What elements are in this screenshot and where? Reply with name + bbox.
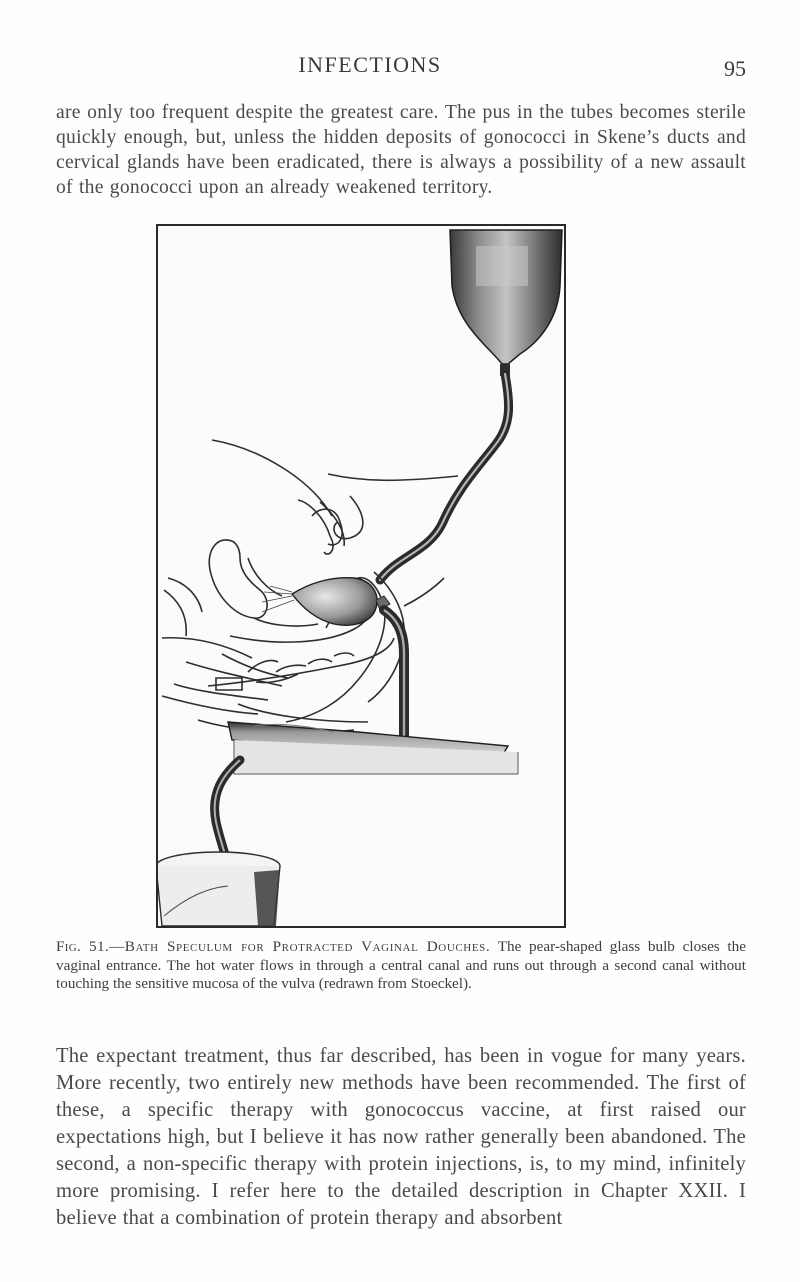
page-number: 95: [724, 56, 746, 81]
running-head: INFECTIONS: [298, 52, 442, 77]
collecting-bucket: [158, 852, 280, 926]
figure-title: —Bath Speculum for Protracted Vaginal Douches.: [108, 938, 491, 955]
speculum-tray: [228, 722, 518, 774]
figure-label: Fig. 51.: [56, 938, 109, 955]
figure-caption-text: The pear-shaped glass bulb closes the vaginal entrance. The hot water flows in through a central canal and runs out through a second canal without touching the sensitive mucosa of the vulva (redrawn from Stoeckel).: [56, 938, 746, 993]
glass-bulb: [262, 578, 390, 626]
figure-illustration: [156, 224, 566, 928]
irrigator-flask: [450, 230, 562, 376]
figure-caption: [56, 938, 746, 994]
paragraph-top: are only too frequent despite the greatest care. The pus in the tubes becomes sterile quickly enough, but, unless the hidden deposits of gonococci in Skene’s ducts and cervical glands have been eradicated, there is always a possibility of a new assault of the gonococci upon an already weakened territory.: [56, 102, 746, 198]
paragraph-bottom: The expectant treatment, thus far described, has been in vogue for many years. More recently, two entirely new methods have been recommended. The first of these, a specific therapy with gonococcus vaccine, at first raised our expectations high, but I believe it has now rather generally been abandoned. The second, a non-specific therapy with protein injections, is, to my mind, infinitely more promising. I refer here to the detailed description in Chapter XXII. I believe that a combination of protein therapy and absorbent: [56, 1045, 746, 1229]
page-header: [0, 52, 800, 82]
